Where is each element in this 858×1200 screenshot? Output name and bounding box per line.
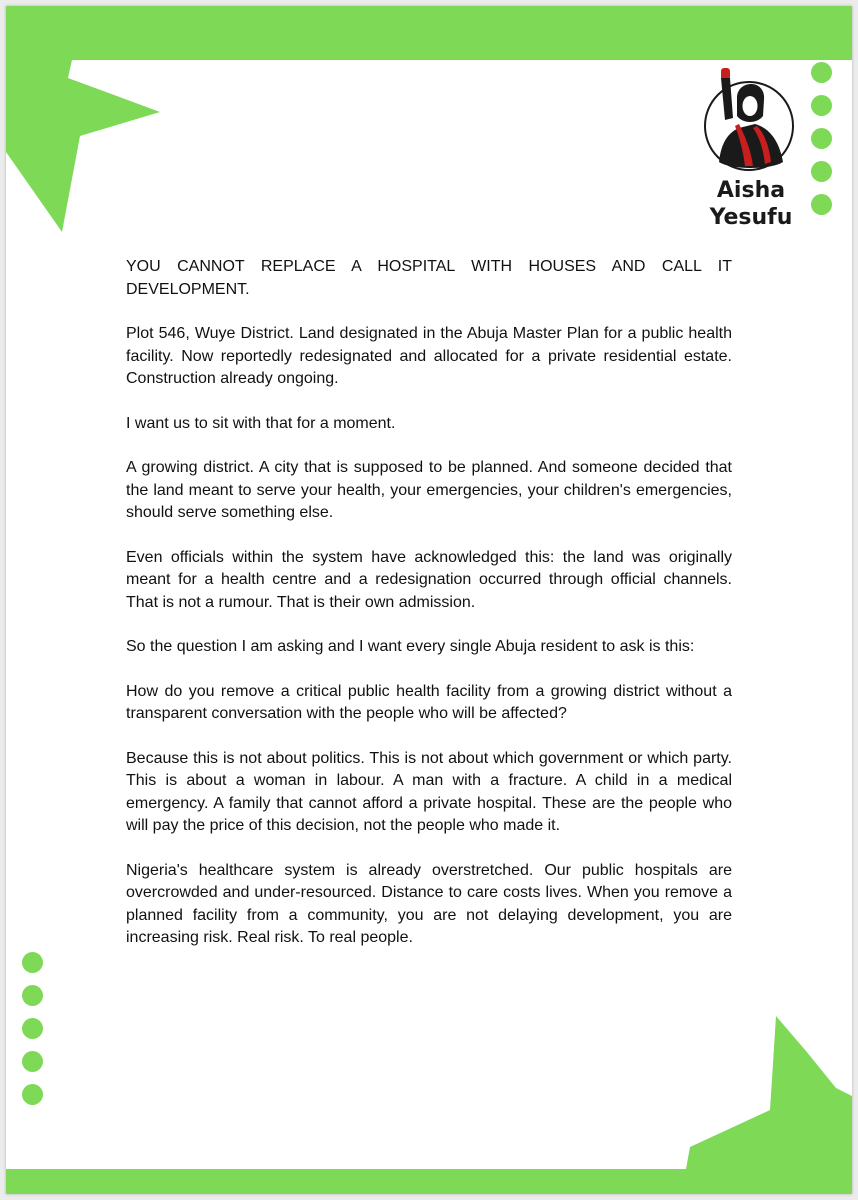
letter-paragraph: Plot 546, Wuye District. Land designated in the Abuja Master Plan for a public health facility. Now reportedly redesignated and allocated for a private residential estate. Construction already ongoing. <box>126 325 732 387</box>
letter-page <box>6 6 852 1194</box>
top-left-star-shape <box>6 60 160 232</box>
top-right-dot <box>811 128 832 149</box>
top-right-dot <box>811 95 832 116</box>
bottom-left-dot <box>22 1084 43 1105</box>
bottom-right-star-shape <box>686 1016 852 1169</box>
letter-paragraph: I want us to sit with that for a moment. <box>126 414 396 432</box>
top-right-dot <box>811 62 832 83</box>
letter-paragraph: A growing district. A city that is supposed to be planned. And someone decided that the land meant to serve your health, your emergencies, your children's emergencies, should serve something else. <box>126 459 732 521</box>
letter-paragraph: Nigeria's healthcare system is already overstretched. Our public hospitals are overcrowded and under-resourced. Distance to care costs lives. When you remove a planned facility from a community, you are not delaying development, you are increasing risk. Real risk. To real people. <box>126 861 732 946</box>
letter-headline: YOU CANNOT REPLACE A HOSPITAL WITH HOUSES AND CALL IT DEVELOPMENT. <box>126 258 732 298</box>
top-right-dot <box>811 194 832 215</box>
top-right-dot <box>811 161 832 182</box>
raised-fist-portrait-icon <box>699 62 799 174</box>
bottom-green-band <box>6 1169 852 1194</box>
letter-paragraph: Because this is not about politics. This is not about which government or which party. This is about a woman in labour. A man with a fracture. A child in a medical emergency. A family that cannot afford a private hospital. These are the people who will pay the price of this decision, not the people who made it. <box>126 749 732 834</box>
bottom-left-dot <box>22 952 43 973</box>
letter-paragraph: So the question I am asking and I want every single Abuja resident to ask is this: <box>126 638 695 655</box>
letter-body <box>126 256 732 972</box>
aisha-yesufu-logo <box>696 62 806 242</box>
logo-last-name: Yesufu <box>709 205 793 230</box>
bottom-left-dot <box>22 985 43 1006</box>
bottom-left-dot <box>22 1051 43 1072</box>
letter-paragraph: How do you remove a critical public health facility from a growing district without a transparent conversation with the people who will be affected? <box>126 682 732 722</box>
logo-first-name: Aisha <box>716 178 786 203</box>
bottom-left-dot <box>22 1018 43 1039</box>
letter-paragraph: Even officials within the system have acknowledged this: the land was originally meant for a health centre and a redesignation occurred through official channels. That is not a rumour. That is their own admission. <box>126 548 732 611</box>
